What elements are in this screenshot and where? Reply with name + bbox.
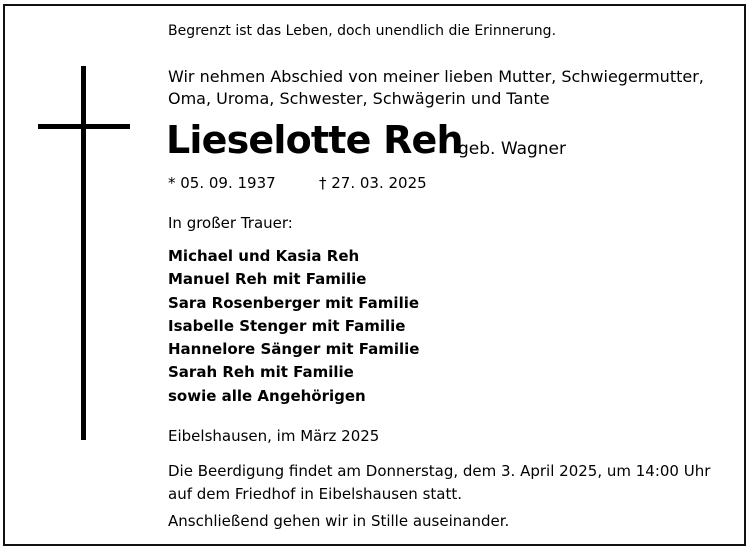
mourning-label: In großer Trauer: xyxy=(168,214,293,232)
mourner-item: Hannelore Sänger mit Familie xyxy=(168,340,420,359)
mourner-item: Manuel Reh mit Familie xyxy=(168,270,367,289)
mourners-list xyxy=(168,246,419,409)
closing-note: Anschließend gehen wir in Stille auseinander. xyxy=(168,512,510,530)
deceased-name: Lieselotte Reh xyxy=(166,118,463,162)
maiden-name: geb. Wagner xyxy=(458,139,567,159)
mourner-item: Sarah Reh mit Familie xyxy=(168,363,354,382)
funeral-notice: Die Beerdigung findet am Donnerstag, dem 3. April 2025, um 14:00 Uhr auf dem Friedhof in Eibelshausen statt. xyxy=(168,462,711,503)
mourner-item: sowie alle Angehörigen xyxy=(168,386,366,405)
intro-text: Wir nehmen Abschied von meiner lieben Mutter, Schwiegermutter, Oma, Uroma, Schwester, Schwägerin und Tante xyxy=(168,67,704,108)
motto: Begrenzt ist das Leben, doch unendlich die Erinnerung. xyxy=(168,23,557,39)
death-date: † 27. 03. 2025 xyxy=(319,174,427,192)
cross-horizontal-bar xyxy=(38,124,130,129)
place-date: Eibelshausen, im März 2025 xyxy=(168,427,380,445)
cross-vertical-bar xyxy=(81,66,86,440)
mourner-item: Isabelle Stenger mit Familie xyxy=(168,316,406,335)
mourner-item: Michael und Kasia Reh xyxy=(168,247,360,265)
mourner-item: Sara Rosenberger mit Familie xyxy=(168,293,420,312)
birth-date: * 05. 09. 1937 xyxy=(168,174,276,192)
